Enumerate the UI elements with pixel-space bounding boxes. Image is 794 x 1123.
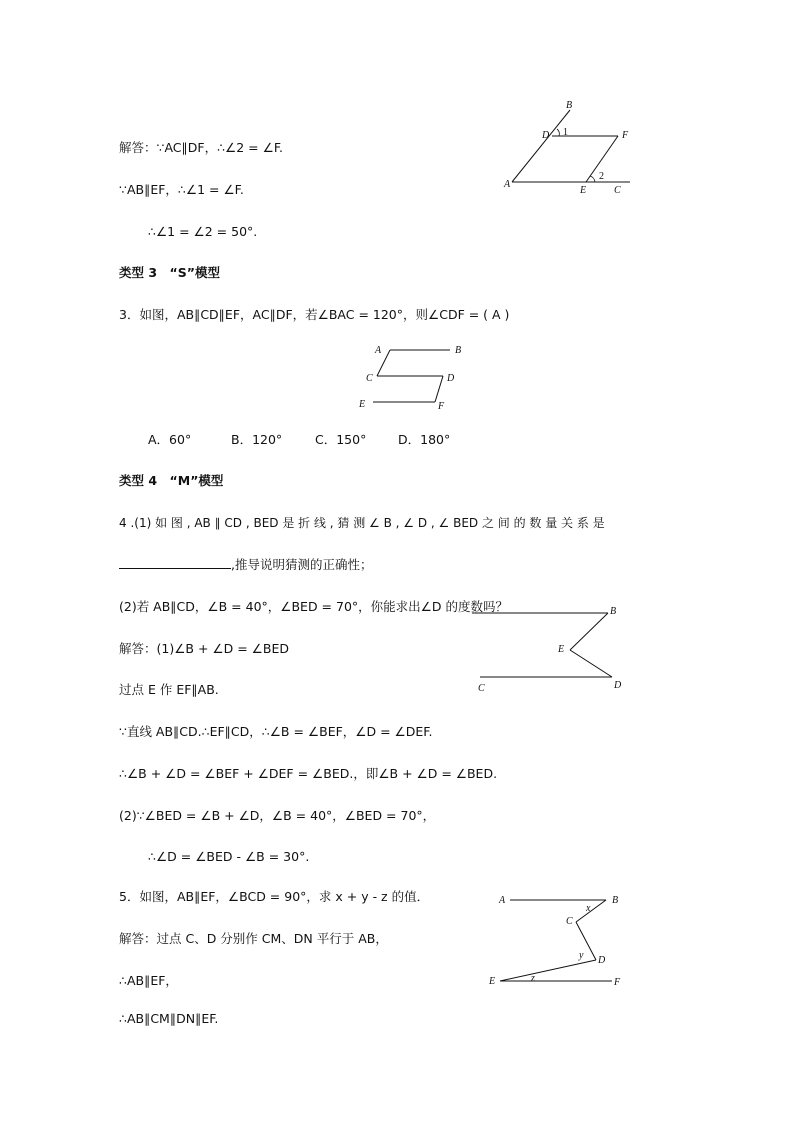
q2-solution-line-2: ∵AB∥EF，∴∠1 = ∠F. (119, 182, 244, 197)
label-c: C (478, 683, 485, 694)
label-e: E (558, 644, 565, 655)
label-angle-2: 2 (599, 171, 604, 182)
q4-part-2: (2)若 AB∥CD，∠B = 40°，∠BED = 70°，你能求出∠D 的度数吗？ (119, 599, 508, 614)
q4-solution-4: ∴∠B + ∠D = ∠BEF + ∠DEF = ∠BED.，即∠B + ∠D = ∠BED. (119, 766, 498, 781)
label-z: z (531, 973, 535, 984)
zigzag-figure (484, 888, 634, 993)
s-model-figure (355, 340, 470, 412)
m-model-figure (470, 600, 630, 696)
label-angle-1: 1 (563, 127, 568, 138)
q5-stem: 5．如图，AB∥EF，∠BCD = 90°，求 x + y - z 的值． (119, 889, 430, 904)
label-f: F (614, 977, 621, 988)
q4-stem: 4 .(1) 如 图 , AB ∥ CD , BED 是 折 线 , 猜 测 ∠ B , ∠ D , ∠ BED 之 间 的 数 量 关 系 是 (119, 516, 605, 530)
q4-solution-3: ∵直线 AB∥CD.∴EF∥CD，∴∠B = ∠BEF，∠D = ∠DEF. (119, 724, 433, 739)
label-y: y (579, 950, 584, 961)
q4-solution-1: 解答：(1)∠B + ∠D = ∠BED (119, 641, 289, 656)
line-df (435, 376, 443, 402)
q4-solution-6: ∴∠D = ∠BED - ∠B = 30°. (148, 849, 310, 864)
angle-2-arc (590, 176, 595, 182)
label-c: C (566, 916, 573, 927)
label-a: A (375, 345, 382, 356)
label-d: D (542, 130, 550, 141)
label-a: A (504, 179, 511, 190)
q5-solution-2: ∴AB∥EF， (119, 973, 178, 988)
line-ab (512, 110, 570, 182)
type-3-heading: 类型 3 “S”模型 (119, 265, 220, 280)
q2-solution-line-3: ∴∠1 = ∠2 = 50°. (148, 224, 258, 239)
q4-blank-suffix: ,推导说明猜测的正确性； (231, 557, 373, 572)
q5-solution-3: ∴AB∥CM∥DN∥EF. (119, 1011, 219, 1026)
q3-option-a: A．60° (148, 432, 192, 447)
label-d: D (447, 373, 455, 384)
label-f: F (622, 130, 629, 141)
q4-solution-5: (2)∵∠BED = ∠B + ∠D，∠B = 40°，∠BED = 70°， (119, 808, 436, 823)
q3-option-b: B．120° (231, 432, 283, 447)
label-a: A (499, 895, 506, 906)
label-b: B (612, 895, 619, 906)
label-d: D (598, 955, 606, 966)
label-b: B (610, 606, 617, 617)
label-d: D (614, 680, 622, 691)
q3-stem: 3．如图，AB∥CD∥EF，AC∥DF，若∠BAC = 120°，则∠CDF = ( A ) (119, 307, 510, 322)
label-c: C (366, 373, 373, 384)
q5-solution-1: 解答：过点 C、D 分别作 CM、DN 平行于 AB， (119, 931, 388, 946)
answer-blank (119, 556, 231, 569)
label-e: E (359, 399, 366, 410)
line-be (570, 613, 608, 650)
q4-blank-line (119, 556, 372, 574)
q3-option-d: D．180° (398, 432, 451, 447)
line-de (500, 960, 596, 981)
line-bc (576, 900, 606, 922)
label-b: B (455, 345, 462, 356)
label-b: B (566, 100, 573, 111)
q3-option-c: C．150° (315, 432, 367, 447)
line-ed (570, 650, 612, 677)
label-e: E (489, 976, 496, 987)
label-x: x (586, 903, 591, 914)
parallelogram-figure (500, 96, 650, 200)
label-e: E (580, 185, 587, 196)
label-f: F (438, 401, 445, 412)
q2-solution-line-1: 解答：∵AC∥DF，∴∠2 = ∠F. (119, 140, 283, 155)
label-c: C (614, 185, 621, 196)
q4-solution-2: 过点 E 作 EF∥AB. (119, 682, 219, 697)
type-4-heading: 类型 4 “M”模型 (119, 473, 224, 488)
angle-1-arc (557, 129, 559, 136)
